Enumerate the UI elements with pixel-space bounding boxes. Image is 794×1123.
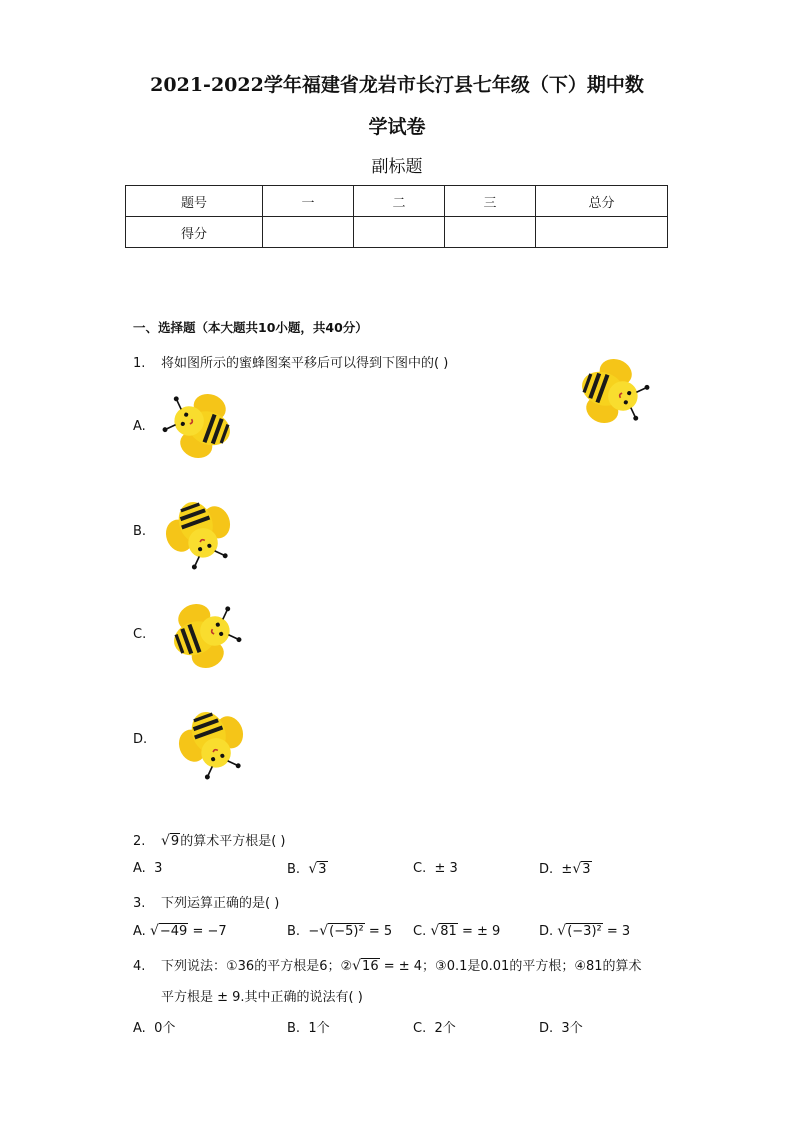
question-3 bbox=[133, 892, 279, 911]
option-value: 1个 bbox=[308, 1021, 330, 1036]
sqrt-icon: √ bbox=[319, 923, 329, 939]
score-cell[interactable] bbox=[536, 217, 668, 248]
option-label: B. bbox=[287, 862, 301, 877]
bee-option-d-icon[interactable] bbox=[170, 698, 252, 780]
question-4 bbox=[133, 955, 642, 974]
radicand: 16 bbox=[362, 959, 379, 974]
q4-option-d[interactable] bbox=[539, 1017, 583, 1036]
score-table-header-row bbox=[126, 186, 668, 217]
radicand: 3 bbox=[318, 862, 327, 877]
option-value: 0个 bbox=[154, 1021, 176, 1036]
question-number: 1. bbox=[133, 356, 146, 371]
q3-option-a[interactable] bbox=[133, 923, 227, 939]
option-value: = 3 bbox=[606, 924, 631, 939]
question-number: 4. bbox=[133, 959, 146, 974]
q2-option-d[interactable] bbox=[539, 861, 592, 877]
question-number: 3. bbox=[133, 896, 146, 911]
radicand: 9 bbox=[170, 834, 180, 849]
q4-option-a[interactable] bbox=[133, 1017, 175, 1036]
sqrt-icon: √ bbox=[557, 923, 567, 939]
q4-option-c[interactable] bbox=[413, 1017, 456, 1036]
paper-title-line2: 学试卷 bbox=[368, 116, 426, 138]
sqrt-icon: √ bbox=[308, 861, 318, 877]
score-header-cell: 总分 bbox=[536, 186, 668, 217]
question-text: 下列说法：①36的平方根是6；② bbox=[161, 959, 353, 974]
bee-option-c-icon[interactable] bbox=[160, 595, 242, 677]
score-header-cell: 二 bbox=[354, 186, 445, 217]
option-label: D. bbox=[539, 862, 554, 877]
paper-subtitle: 副标题 bbox=[371, 157, 423, 177]
option-value: ± 3 bbox=[434, 861, 458, 876]
radicand: −49 bbox=[159, 924, 188, 939]
option-label: A. bbox=[133, 1021, 146, 1036]
q4-option-b[interactable] bbox=[287, 1017, 330, 1036]
q2-option-a[interactable] bbox=[133, 861, 162, 876]
option-label: A. bbox=[133, 924, 146, 939]
score-cell[interactable] bbox=[354, 217, 445, 248]
option-value: = −7 bbox=[192, 924, 227, 939]
option-label: C. bbox=[413, 1021, 427, 1036]
option-label: C. bbox=[413, 861, 427, 876]
option-label: D. bbox=[539, 924, 554, 939]
option-label: C. bbox=[413, 924, 427, 939]
score-cell[interactable] bbox=[263, 217, 354, 248]
section-heading: 一、选择题（本大题共10小题，共40分） bbox=[133, 320, 368, 335]
paper-title-line1: 2021-2022学年福建省龙岩市长汀县七年级（下）期中数 bbox=[150, 74, 644, 96]
question-1 bbox=[133, 352, 448, 371]
sqrt-icon: √ bbox=[149, 923, 159, 939]
question-text: = ± 4；③0.1是0.01的平方根；④81的算术 bbox=[383, 959, 642, 974]
sqrt-icon: √ bbox=[161, 833, 170, 849]
score-table-score-row bbox=[126, 217, 668, 248]
q3-option-d[interactable] bbox=[539, 923, 630, 939]
option-value: = 5 bbox=[368, 924, 393, 939]
score-row-label: 得分 bbox=[126, 217, 263, 248]
score-table bbox=[125, 185, 668, 248]
radicand: (−3)² bbox=[567, 924, 602, 939]
option-prefix: ± bbox=[561, 862, 573, 877]
q1-option-a-label[interactable]: A. bbox=[133, 419, 146, 434]
score-cell[interactable] bbox=[445, 217, 536, 248]
bee-option-a-icon[interactable] bbox=[162, 385, 244, 467]
sqrt-icon: √ bbox=[572, 861, 582, 877]
question-4-line2: 平方根是 ± 9.其中正确的说法有( ) bbox=[161, 990, 363, 1005]
score-header-cell: 题号 bbox=[126, 186, 263, 217]
radicand: 3 bbox=[582, 862, 591, 877]
sqrt-icon: √ bbox=[352, 958, 362, 974]
question-2 bbox=[133, 830, 285, 849]
question-text: 下列运算正确的是( ) bbox=[161, 896, 280, 911]
question-text: 将如图所示的蜜蜂图案平移后可以得到下图中的( ) bbox=[161, 356, 449, 371]
radicand: 81 bbox=[440, 924, 457, 939]
q2-option-b[interactable] bbox=[287, 861, 328, 877]
q1-option-d-label[interactable]: D. bbox=[133, 732, 148, 747]
question-text: 的算术平方根是( ) bbox=[180, 834, 286, 849]
option-label: D. bbox=[539, 1021, 554, 1036]
score-header-cell: 一 bbox=[263, 186, 354, 217]
option-value: = ± 9 bbox=[461, 924, 501, 939]
option-label: B. bbox=[287, 1021, 301, 1036]
q2-option-c[interactable] bbox=[413, 861, 458, 876]
option-label: A. bbox=[133, 861, 146, 876]
score-header-cell: 三 bbox=[445, 186, 536, 217]
q1-option-c-label[interactable]: C. bbox=[133, 627, 147, 642]
q3-option-c[interactable] bbox=[413, 923, 500, 939]
bee-option-b-icon[interactable] bbox=[157, 488, 239, 570]
sqrt-icon: √ bbox=[430, 923, 440, 939]
option-value: 3 bbox=[154, 861, 163, 876]
bee-reference-icon bbox=[568, 350, 650, 432]
option-prefix: − bbox=[308, 924, 320, 939]
radicand: (−5)² bbox=[329, 924, 364, 939]
question-number: 2. bbox=[133, 834, 146, 849]
q1-option-b-label[interactable]: B. bbox=[133, 524, 147, 539]
q3-option-b[interactable] bbox=[287, 923, 392, 939]
option-label: B. bbox=[287, 924, 301, 939]
option-value: 2个 bbox=[434, 1021, 456, 1036]
option-value: 3个 bbox=[561, 1021, 583, 1036]
